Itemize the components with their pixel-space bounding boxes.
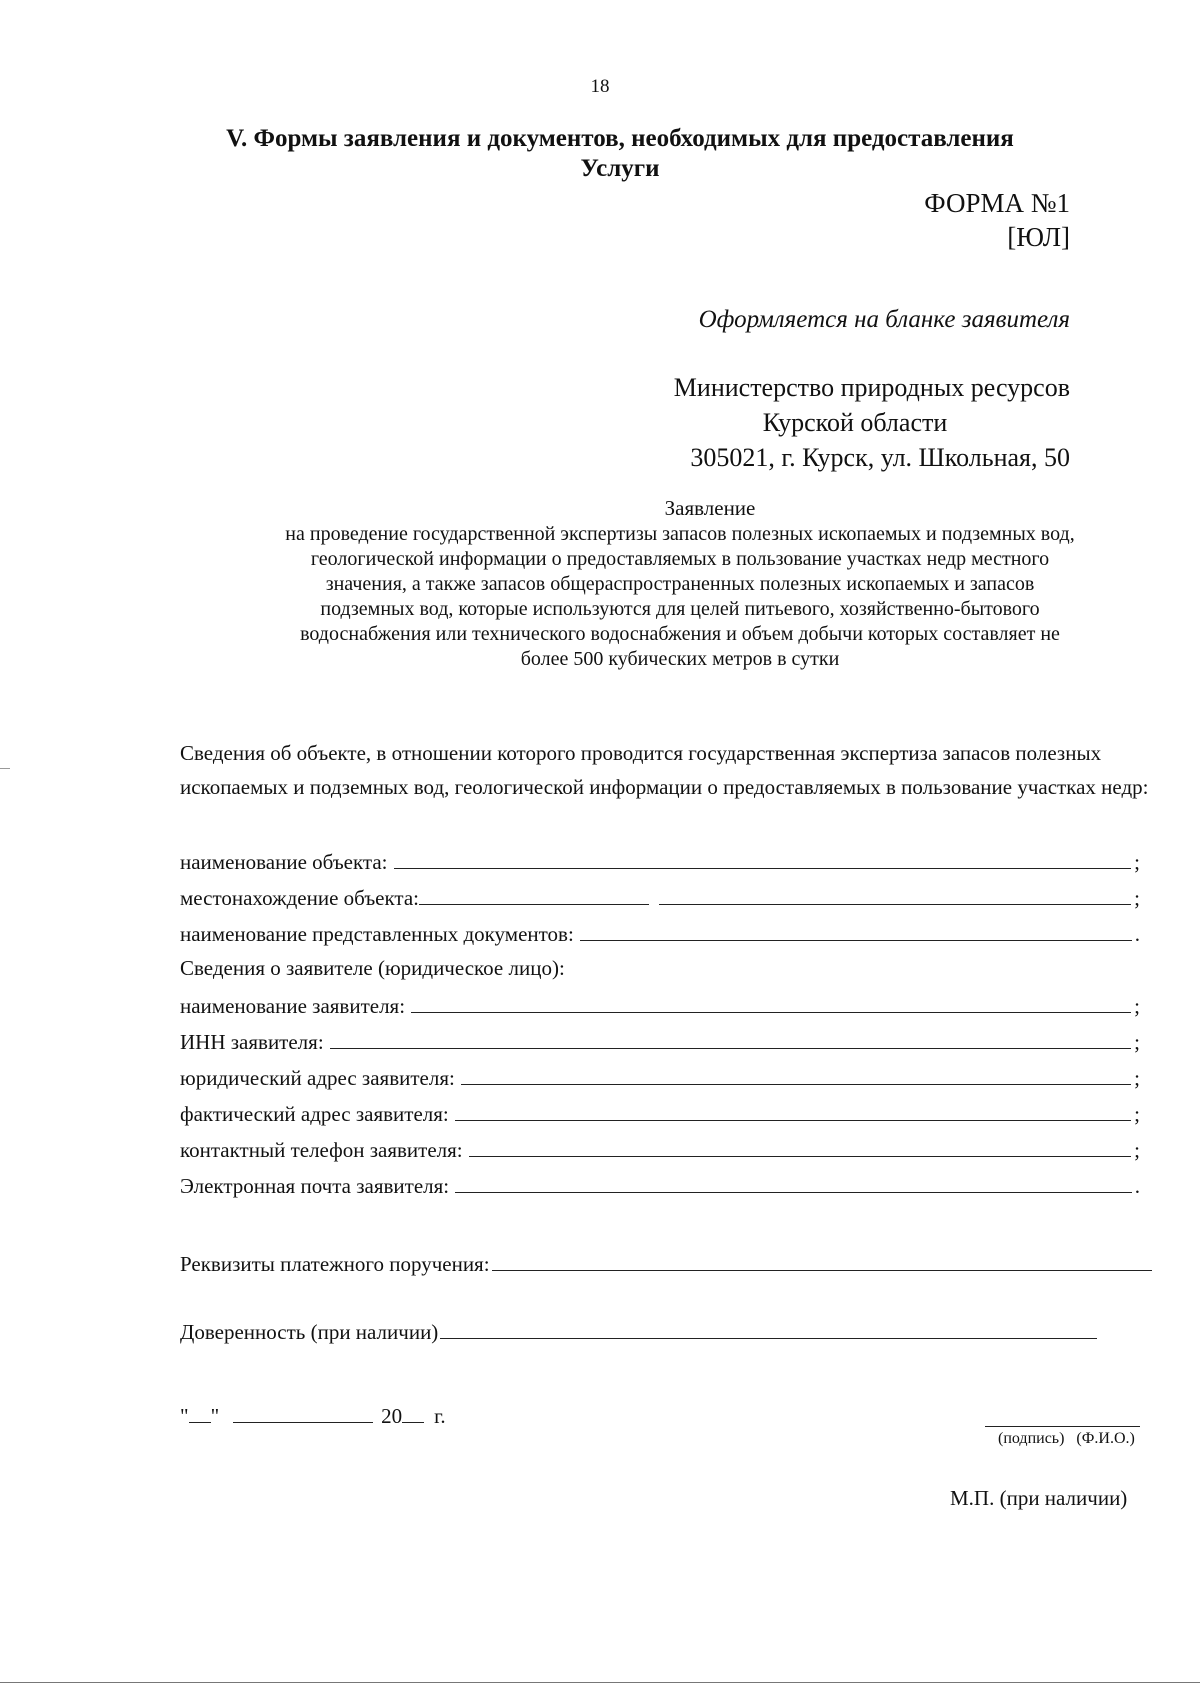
month-input[interactable] [233,1404,373,1423]
object-location-input-1[interactable] [419,884,649,905]
payment-label: Реквизиты платежного поручения: [180,1252,490,1276]
field-object-name [180,848,1140,884]
object-info-intro: Сведения об объекте, в отношении которого проводится государственная экспертиза запасов полезных ископаемых и подземных вод, геологической информации о предоставляемых в пользование участках недр: [180,741,1149,799]
field-email [180,1172,1140,1208]
date-field [180,1404,446,1429]
applicant-name-input[interactable] [411,992,1131,1013]
letterhead-note: Оформляется на бланке заявителя [698,306,1070,333]
documents-input[interactable] [580,920,1132,941]
inn-label: ИНН заявителя: [180,1030,324,1054]
actual-address-input[interactable] [455,1100,1131,1121]
proxy-input[interactable] [440,1318,1097,1339]
field-actual-address [180,1100,1140,1136]
field-punctuation: ; [1134,994,1140,1018]
field-punctuation: . [1134,1174,1140,1198]
field-punctuation: . [1134,922,1140,946]
statement-body [180,522,1180,672]
field-punctuation: ; [1134,1138,1140,1162]
signature-line[interactable] [985,1426,1140,1427]
date-quote-close: " [210,1404,220,1428]
applicant-heading: Сведения о заявителе (юридическое лицо): [180,956,565,980]
scan-mark [0,768,10,769]
field-punctuation: ; [1134,850,1140,874]
year-prefix: 20 [381,1404,403,1428]
field-phone [180,1136,1140,1172]
field-applicant-name [180,992,1140,1028]
actual-address-label: фактический адрес заявителя: [180,1102,449,1126]
bottom-rule [0,1682,1200,1683]
year-suffix: г. [434,1404,446,1428]
section-heading [200,124,1040,184]
proxy-row [180,1318,1100,1354]
phone-label: контактный телефон заявителя: [180,1138,463,1162]
recipient-line-3: 305021, г. Курск, ул. Школьная, 50 [690,443,1070,472]
payment-input[interactable] [492,1250,1152,1271]
field-punctuation: ; [1134,1102,1140,1126]
object-location-input-2[interactable] [659,884,1131,905]
field-documents [180,920,1140,956]
inn-input[interactable] [330,1028,1132,1049]
statement-title: Заявление [664,496,756,520]
form-number: ФОРМА №1 [924,188,1070,218]
recipient-line-1: Министерство природных ресурсов [673,373,1070,402]
email-label: Электронная почта заявителя: [180,1174,450,1198]
field-punctuation: ; [1134,1066,1140,1090]
applicant-name-label: наименование заявителя: [180,994,406,1018]
statement-line: более 500 кубических метров в сутки [520,648,840,670]
field-inn [180,1028,1140,1064]
field-legal-address [180,1064,1140,1100]
payment-row [180,1250,1155,1286]
date-quote-open: " [180,1404,189,1428]
statement-line: геологической информации о предоставляемых в пользование участках недр местного [310,548,1050,570]
page-number: 18 [590,76,610,97]
form-type: [ЮЛ] [1007,222,1070,252]
section-heading-line-1: V. Формы заявления и документов, необходимых для предоставления [226,125,1014,152]
field-proxy [180,1318,1100,1354]
form-identifier [924,186,1070,254]
email-input[interactable] [455,1172,1132,1193]
field-punctuation: ; [1134,1030,1140,1054]
documents-label: наименование представленных документов: [180,922,574,946]
field-punctuation: ; [1134,886,1140,910]
stamp-note: М.П. (при наличии) [950,1486,1128,1510]
object-location-label: местонахождение объекта: [180,886,420,910]
legal-address-input[interactable] [461,1064,1131,1085]
object-name-label: наименование объекта: [180,850,388,874]
signature-caption: (подпись) (Ф.И.О.) [998,1430,1135,1447]
statement-line: на проведение государственной экспертизы запасов полезных ископаемых и подземных вод, [285,523,1075,545]
phone-input[interactable] [469,1136,1132,1157]
object-name-input[interactable] [394,848,1132,869]
section-heading-line-2: Услуги [580,155,660,182]
applicant-heading-row [180,956,1140,992]
statement-line: подземных вод, которые используются для целей питьевого, хозяйственно-бытового [320,598,1040,620]
statement-line: значения, а также запасов общераспространенных полезных ископаемых и запасов [325,573,1035,595]
year-input[interactable] [402,1404,424,1423]
field-object-location [180,884,1140,920]
recipient-line-2: Курской области [762,408,948,437]
day-input[interactable] [189,1404,211,1423]
statement-line: водоснабжения или технического водоснабжения и объем добычи которых составляет не [300,623,1060,645]
proxy-label: Доверенность (при наличии) [180,1320,439,1344]
legal-address-label: юридический адрес заявителя: [180,1066,455,1090]
recipient-block [600,370,1070,475]
field-payment [180,1250,1155,1286]
form-fields [180,848,1140,1208]
